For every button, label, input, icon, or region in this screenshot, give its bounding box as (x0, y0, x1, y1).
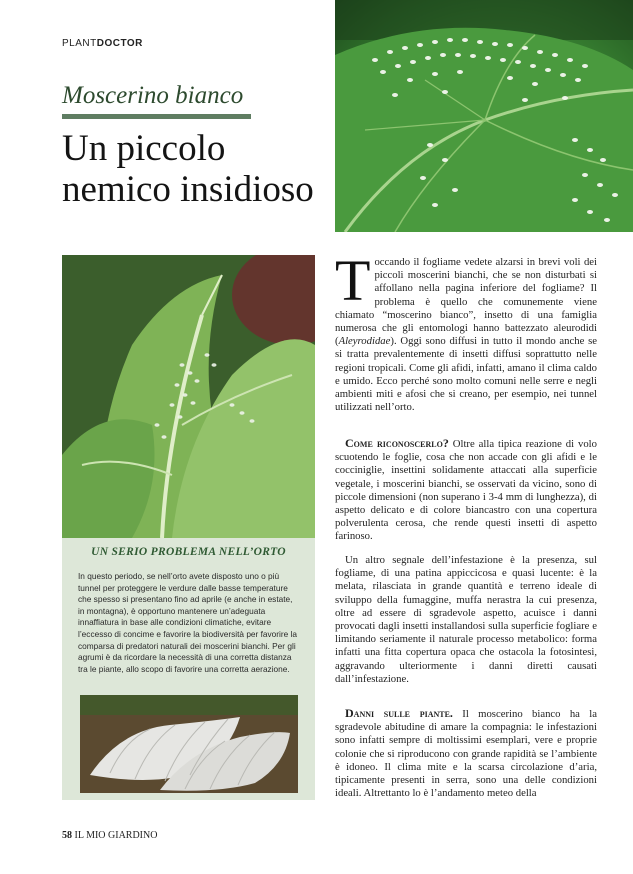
garden-tunnel-illustration (80, 695, 298, 793)
magazine-name: IL MIO GIARDINO (74, 830, 158, 841)
infested-plant-illustration (62, 255, 315, 538)
garden-tunnel-photo (80, 695, 298, 793)
recognize-text: Oltre alla tipica reazione di volo scuotendo le foglie, cosa che non accade con gli afidi e le cocciniglie, insettini solidamente attaccati alla superficie vegetale, i moscerini bianchi, se osservati da vicino, sono di piccole dimensioni (non superano i 3-4 mm di lunghezza), di aspetto delicato e di colore biancastro con una copertura polverulenta cerosa, che rende questi insetti di aspetto farinoso. (335, 438, 597, 543)
kicker-underline (62, 114, 251, 119)
infested-plant-photo (62, 255, 315, 538)
intro-text-b: ). Oggi sono diffusi in tutto il mondo anche se si tratta prevalentemente di insetti diffusi soprattutto nelle regioni tropicali. Come gli afidi, infatti, amano il clima caldo e umido. Ecco perché sono molto comuni nelle serre e negli ambienti miti e afosi che si creano, per esempio, nei tunnel utilizzati nell’orto. (335, 335, 597, 414)
damage-text: Il moscerino bianco ha la sgradevole abitudine di amare la compagnia: le infestazioni sono infatti sempre di moltissimi esemplari, vere e proprie colonie che si riproducono con grande rapidità se l’ambiente è idoneo. Il clima mite e la scarsa circolazione d’aria, tipicamente presenti in serra, sono una delle condizioni ideali. Altrettanto lo è l’andamento meteo della (335, 708, 597, 800)
section-tag-bold: DOCTOR (96, 38, 143, 49)
headline-line-1: Un piccolo (62, 128, 226, 169)
body-paragraph-honeydew: Un altro segnale dell’infestazione è la presenza, sul fogliame, di una patina appiccicosa e quasi lucente: è la melata, rilasciata in grande quantità e terreno ideale di sviluppo della fumaggine, muffa nerastra la cui presenza, oltre ad essere di sgradevole aspetto, acuisce i danni provocati dagli insetti installandosi sulla superficie fogliare e limitando seriamente il naturale processo metabolico: forma infatti una fitta copertura opaca che ostacola la fotosintesi, aggravando ulteriormente i danni diretti causati dall’infestazione. (335, 554, 597, 685)
body-paragraph-intro (335, 248, 597, 414)
page-number: 58 (62, 830, 72, 841)
intro-text-a: occando il fogliame vedete alzarsi in brevi voli dei piccoli moscerini bianchi, che se non disturbati si affollano nella pagina inferiore del fogliame? Il problema è quello che comunemente viene chiamato “moscerino bianco”, insetto di una famiglia numerosa che gli entomologi hanno battezzato aleurodidi ( (335, 256, 597, 348)
section-tag (62, 38, 143, 49)
scientific-name: Aleyrodidae (338, 335, 391, 348)
body-paragraph-damage (335, 707, 597, 800)
runin-damage: Danni sulle piante. (345, 706, 453, 720)
kicker: Moscerino bianco (62, 82, 244, 109)
whitefly-leaf-illustration (335, 0, 633, 232)
headline (62, 128, 314, 210)
headline-line-2: nemico insidioso (62, 169, 314, 210)
sidebar-title: UN SERIO PROBLEMA NELL’ORTO (91, 546, 286, 558)
sidebar-text: In questo periodo, se nell’orto avete disposto uno o più tunnel per proteggere le verdure dalle basse temperature che spesso si presentano fino ad aprile (e anche in estate, in montagna), è opportuno mantenere un’adeguata innaffiatura in base alle condizioni climatiche, evitare l’eccesso di concime e favorire la biodiversità per favorire la comparsa di predatori naturali dei moscerini bianchi. Per gli agrumi è da ricordare la necessità di una corretta distanza tra le piante, allo scopo di favorire una corretta aerazione. (78, 571, 298, 674)
drop-cap: T (335, 248, 371, 313)
runin-recognize: Come riconoscerlo? (345, 436, 449, 450)
page-folio (62, 830, 157, 841)
body-paragraph-recognize (335, 437, 597, 544)
whitefly-leaf-photo (335, 0, 633, 232)
section-tag-light: PLANT (62, 38, 97, 49)
